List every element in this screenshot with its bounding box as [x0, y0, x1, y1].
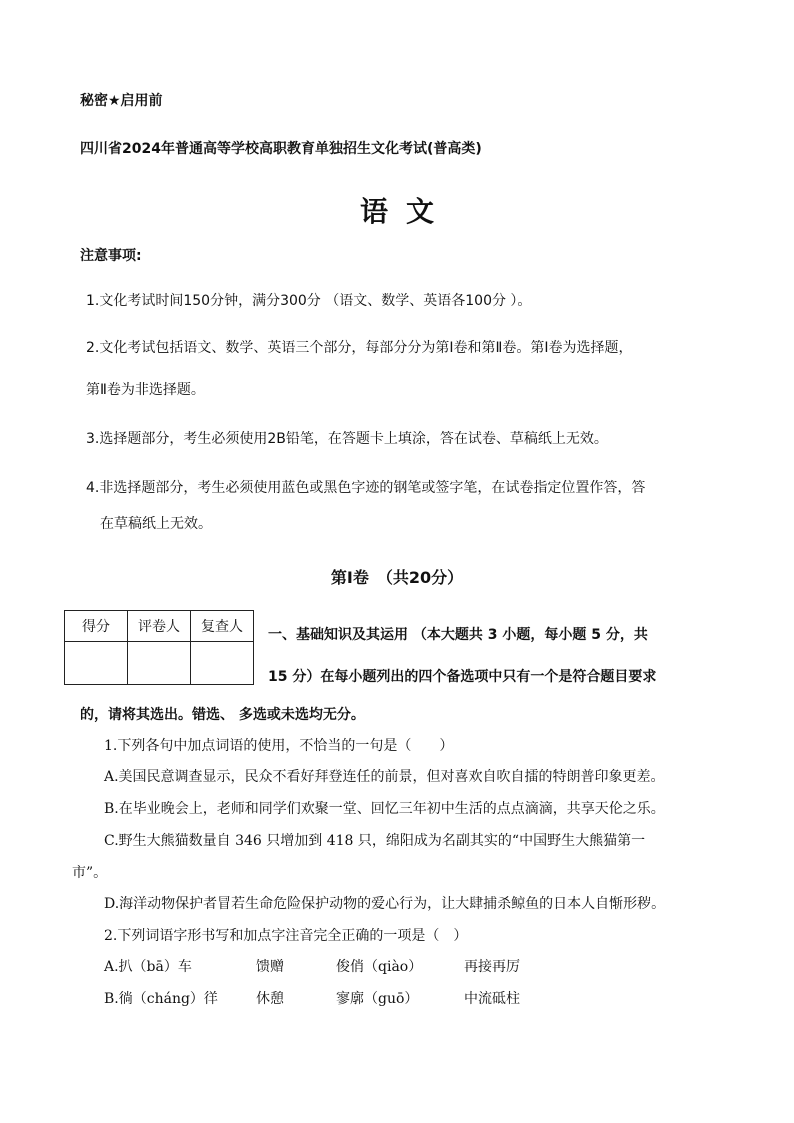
part-title: 第Ⅰ卷 （共20分）	[330, 568, 464, 587]
option-word: 再接再厉	[464, 959, 520, 975]
question-1-option-a: A.美国民意调查显示，民众不看好拜登连任的前景，但对喜欢自吹自擂的特朗普印象更差。	[104, 769, 665, 785]
reviewer-cell[interactable]	[191, 642, 254, 685]
section-intro-line-1: 一、基础知识及其运用 （本大题共 3 小题，每小题 5 分，共	[268, 627, 648, 643]
question-1-option-c-line-1: C.野生大熊猫数量自 346 只增加到 418 只，绵阳成为名副其实的“中国野生大熊猫第一	[104, 833, 646, 849]
notice-item-3: 3.选择题部分，考生必须使用2B铅笔，在答题卡上填涂，答在试卷、草稿纸上无效。	[86, 431, 608, 447]
score-table-header: 得分	[65, 611, 128, 642]
notice-item-4-line-2: 在草稿纸上无效。	[100, 516, 212, 532]
score-cell[interactable]	[65, 642, 128, 685]
question-2-option-b	[104, 988, 664, 1008]
notice-item-2-line-2: 第Ⅱ卷为非选择题。	[86, 382, 205, 398]
score-table	[64, 610, 254, 685]
question-2-stem: 2.下列词语字形书写和加点字注音完全正确的一项是（ ）	[104, 928, 468, 944]
notice-heading: 注意事项:	[80, 248, 142, 264]
notice-item-2-line-1: 2.文化考试包括语文、数学、英语三个部分，每部分分为第Ⅰ卷和第Ⅱ卷。第Ⅰ卷为选择题，	[86, 340, 633, 356]
option-word: B.徜（cháng）徉	[104, 991, 218, 1007]
question-1-stem: 1.下列各句中加点词语的使用，不恰当的一句是（ ）	[104, 738, 454, 754]
exam-title: 四川省2024年普通高等学校高职教育单独招生文化考试(普高类)	[80, 141, 482, 157]
question-1-option-c-line-2: 市”。	[72, 865, 108, 881]
secret-label: 秘密★启用前	[80, 93, 163, 109]
section-intro-line-2: 15 分）在每小题列出的四个备选项中只有一个是符合题目要求	[268, 669, 657, 685]
option-word: 俊俏（qiào）	[336, 959, 423, 975]
question-1-option-d: D.海洋动物保护者冒若生命危险保护动物的爱心行为，让大肆捕杀鲸鱼的日本人自惭形秽。	[104, 896, 666, 912]
option-word: 休憩	[256, 991, 284, 1007]
score-table-header: 评卷人	[128, 611, 191, 642]
grader-cell[interactable]	[128, 642, 191, 685]
option-word: 寥廓（guō）	[336, 991, 419, 1007]
question-2-option-a	[104, 956, 664, 976]
subject-title: 语文	[359, 195, 452, 228]
option-word: 中流砥柱	[464, 991, 520, 1007]
notice-item-4-line-1: 4.非选择题部分，考生必须使用蓝色或黑色字迹的钢笔或签字笔，在试卷指定位置作答，答	[86, 480, 646, 496]
question-1-option-b: B.在毕业晚会上，老师和同学们欢聚一堂、回忆三年初中生活的点点滴滴，共享天伦之乐。	[104, 801, 665, 817]
section-intro-line-3: 的，请将其选出。错选、 多选或未选均无分。	[80, 707, 365, 723]
option-word: 馈赠	[256, 959, 284, 975]
notice-item-1: 1.文化考试时间150分钟，满分300分 （语文、数学、英语各100分 ）。	[86, 293, 532, 309]
score-table-header: 复查人	[191, 611, 254, 642]
option-word: A.扒（bā）车	[104, 959, 192, 975]
